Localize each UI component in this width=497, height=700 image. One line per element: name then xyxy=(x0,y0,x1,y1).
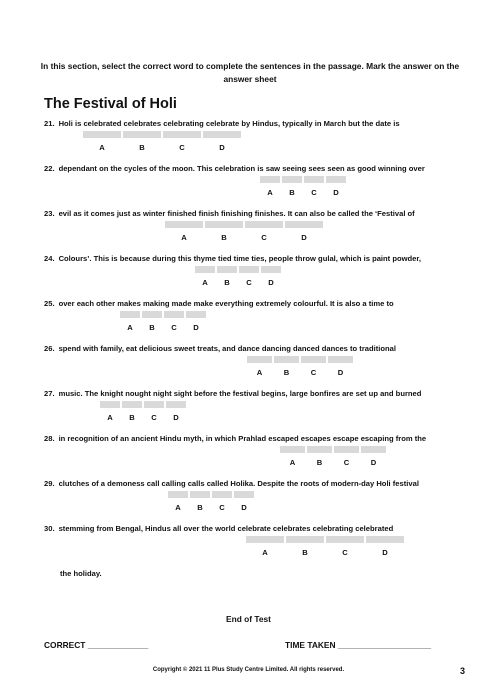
question-text: Holi is celebrated celebrates celebrating celebrate by Hindus, typically in March but the date is xyxy=(58,119,400,128)
option-box xyxy=(123,131,161,138)
option-box xyxy=(164,311,184,318)
option-letter: B xyxy=(283,368,290,377)
question-text: dependant on the cycles of the moon. This celebration is saw seeing sees seen as good winning over xyxy=(58,164,425,173)
option-letter: A xyxy=(202,278,208,287)
option-box xyxy=(83,131,121,138)
option-box xyxy=(274,356,299,363)
option-box xyxy=(304,176,324,183)
option-box xyxy=(280,446,305,453)
question-text: in recognition of an ancient Hindu myth, in which Prahlad escaped escapes escape escaping from the xyxy=(58,434,427,443)
option-letter: B xyxy=(197,503,203,512)
option-letter: A xyxy=(267,188,273,197)
option-box xyxy=(260,176,280,183)
option-letter: A xyxy=(127,323,133,332)
option-letter: A xyxy=(289,458,296,467)
option-box xyxy=(203,131,241,138)
option-box xyxy=(245,221,283,228)
question-text: clutches of a demoness call calling calls called Holika. Despite the roots of modern-day Holi festival xyxy=(58,479,419,488)
option-box xyxy=(212,491,232,498)
question-number: 26. xyxy=(44,344,55,353)
option-letter: A xyxy=(99,143,105,152)
option-box xyxy=(195,266,215,273)
option-box xyxy=(142,311,162,318)
option-box xyxy=(217,266,237,273)
correct-field: CORRECT _____________ xyxy=(44,640,149,650)
passage-tail: the holiday. xyxy=(60,569,102,578)
question-number: 22. xyxy=(44,164,55,173)
question-22 xyxy=(44,164,425,173)
option-letter: C xyxy=(179,143,185,152)
option-box xyxy=(120,311,140,318)
question-number: 28. xyxy=(44,434,55,443)
passage-title: The Festival of Holi xyxy=(44,96,177,112)
instructions: In this section, select the correct word to complete the sentences in the passage. Mark the answer on the answer sheet xyxy=(40,61,460,84)
question-number: 24. xyxy=(44,254,55,263)
option-letter: D xyxy=(173,413,179,422)
question-text: music. The knight nought night sight before the festival begins, large bonfires are set up and burned xyxy=(58,389,422,398)
question-text: evil as it comes just as winter finished finish finishing finishes. It can also be called the ‘Festival of xyxy=(58,209,415,218)
question-26 xyxy=(44,344,396,353)
question-number: 27. xyxy=(44,389,55,398)
question-number: 29. xyxy=(44,479,55,488)
option-letter: B xyxy=(139,143,145,152)
option-letter: B xyxy=(316,458,323,467)
option-letter: C xyxy=(246,278,252,287)
option-letter: A xyxy=(175,503,181,512)
option-box xyxy=(122,401,142,408)
option-box xyxy=(186,311,206,318)
option-letter: D xyxy=(370,458,377,467)
option-letter: D xyxy=(241,503,247,512)
option-box xyxy=(334,446,359,453)
option-letter: B xyxy=(149,323,155,332)
option-letter: D xyxy=(382,548,388,557)
option-box xyxy=(328,356,353,363)
option-box xyxy=(326,176,346,183)
option-box xyxy=(165,221,203,228)
option-box xyxy=(168,491,188,498)
question-21 xyxy=(44,119,400,128)
question-text: over each other makes making made make everything extremely colourful. It is also a time to xyxy=(58,299,394,308)
question-number: 30. xyxy=(44,524,55,533)
option-letter: D xyxy=(301,233,307,242)
end-of-test: End of Test xyxy=(226,614,271,624)
option-letter: B xyxy=(129,413,135,422)
question-24 xyxy=(44,254,421,263)
option-box xyxy=(282,176,302,183)
option-letter: A xyxy=(256,368,263,377)
option-letter: B xyxy=(302,548,308,557)
question-30 xyxy=(44,524,393,533)
question-text: spend with family, eat delicious sweet treats, and dance dancing danced dances to traditional xyxy=(58,344,397,353)
question-28 xyxy=(44,434,426,443)
option-letter: B xyxy=(224,278,230,287)
option-letter: C xyxy=(342,548,348,557)
option-box xyxy=(190,491,210,498)
option-letter: D xyxy=(193,323,199,332)
option-letter: A xyxy=(107,413,113,422)
option-letter: D xyxy=(333,188,339,197)
option-box xyxy=(166,401,186,408)
option-box xyxy=(286,536,324,543)
option-box xyxy=(301,356,326,363)
question-number: 21. xyxy=(44,119,55,128)
option-letter: D xyxy=(337,368,344,377)
option-letter: C xyxy=(171,323,177,332)
question-27 xyxy=(44,389,421,398)
option-letter: A xyxy=(181,233,187,242)
question-number: 23. xyxy=(44,209,55,218)
option-letter: B xyxy=(221,233,227,242)
option-box xyxy=(246,536,284,543)
option-box xyxy=(361,446,386,453)
option-letter: B xyxy=(289,188,295,197)
copyright: Copyright © 2021 11 Plus Study Centre Limited. All rights reserved. xyxy=(152,667,345,673)
time-taken-field: TIME TAKEN ____________________ xyxy=(285,640,432,650)
option-letter: C xyxy=(219,503,225,512)
option-box xyxy=(100,401,120,408)
question-29 xyxy=(44,479,419,488)
option-box xyxy=(205,221,243,228)
question-text: stemming from Bengal, Hindus all over the world celebrate celebrates celebrating celebrated xyxy=(58,524,394,533)
option-box xyxy=(326,536,364,543)
option-letter: C xyxy=(311,188,317,197)
option-letter: A xyxy=(262,548,268,557)
question-25 xyxy=(44,299,394,308)
option-box xyxy=(234,491,254,498)
option-letter: D xyxy=(219,143,225,152)
option-box xyxy=(144,401,164,408)
option-box xyxy=(307,446,332,453)
option-box xyxy=(261,266,281,273)
question-23 xyxy=(44,209,415,218)
option-letter: C xyxy=(343,458,350,467)
option-letter: C xyxy=(310,368,317,377)
option-box xyxy=(163,131,201,138)
page-number: 3 xyxy=(460,666,466,676)
option-box xyxy=(366,536,404,543)
option-letter: C xyxy=(151,413,157,422)
option-box xyxy=(285,221,323,228)
option-box xyxy=(247,356,272,363)
question-text: Colours’. This is because during this thyme tied time ties, people throw gulal, which is paint powder, xyxy=(58,254,422,263)
option-letter: D xyxy=(268,278,274,287)
option-box xyxy=(239,266,259,273)
question-number: 25. xyxy=(44,299,55,308)
option-letter: C xyxy=(261,233,267,242)
